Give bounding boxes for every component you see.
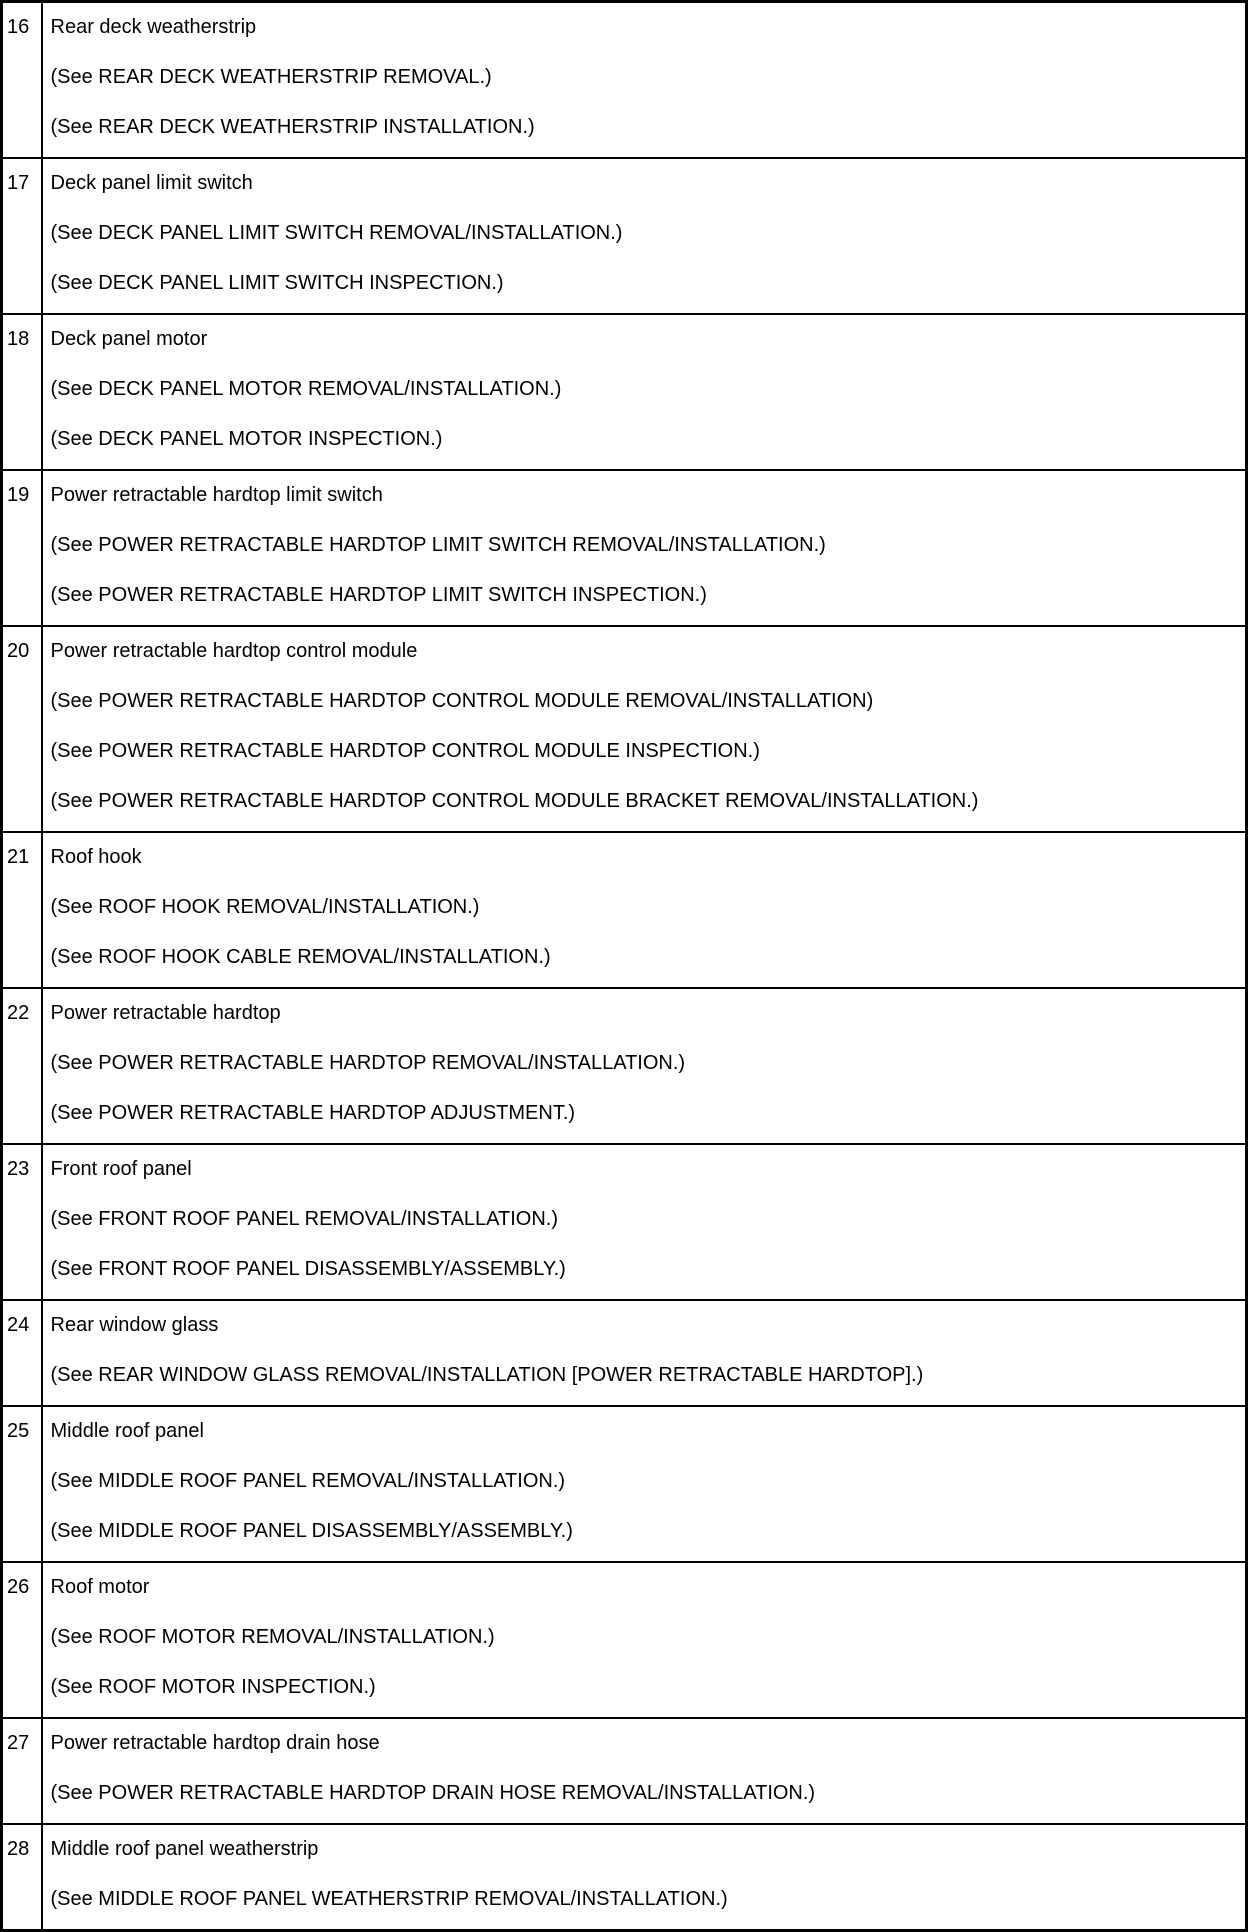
service-items-table-body (2, 2, 1247, 1931)
item-number: 20 (2, 626, 42, 832)
item-reference: (See REAR DECK WEATHERSTRIP REMOVAL.) (50, 66, 492, 88)
table-row (2, 1144, 1247, 1300)
item-title: Deck panel motor (50, 328, 208, 350)
table-row (2, 1300, 1247, 1406)
item-number: 22 (2, 988, 42, 1144)
item-reference: (See POWER RETRACTABLE HARDTOP CONTROL MODULE INSPECTION.) (50, 740, 760, 762)
table-row (2, 314, 1247, 470)
item-reference: (See DECK PANEL MOTOR INSPECTION.) (50, 428, 443, 450)
item-number: 17 (2, 158, 42, 314)
table-row (2, 470, 1247, 626)
table-row (2, 2, 1247, 159)
item-title: Power retractable hardtop limit switch (50, 484, 383, 506)
table-row (2, 988, 1247, 1144)
item-title: Power retractable hardtop control module (50, 640, 418, 662)
item-title: Middle roof panel (50, 1420, 204, 1442)
table-row (2, 158, 1247, 314)
item-number: 18 (2, 314, 42, 470)
table-row (2, 1406, 1247, 1562)
item-title: Middle roof panel weatherstrip (50, 1838, 319, 1860)
item-title: Front roof panel (50, 1158, 192, 1180)
item-reference: (See MIDDLE ROOF PANEL DISASSEMBLY/ASSEMBLY.) (50, 1520, 573, 1542)
item-reference: (See REAR WINDOW GLASS REMOVAL/INSTALLATION [POWER RETRACTABLE HARDTOP].) (50, 1364, 924, 1386)
item-title: Rear deck weatherstrip (50, 16, 257, 38)
item-reference: (See ROOF MOTOR REMOVAL/INSTALLATION.) (50, 1626, 495, 1648)
item-description-cell (42, 314, 1247, 470)
item-description-cell (42, 988, 1247, 1144)
item-description-cell (42, 626, 1247, 832)
item-reference: (See POWER RETRACTABLE HARDTOP LIMIT SWITCH INSPECTION.) (50, 584, 707, 606)
item-number: 16 (2, 2, 42, 159)
item-reference: (See DECK PANEL LIMIT SWITCH REMOVAL/INSTALLATION.) (50, 222, 623, 244)
item-number: 23 (2, 1144, 42, 1300)
item-number: 27 (2, 1718, 42, 1824)
item-reference: (See POWER RETRACTABLE HARDTOP REMOVAL/INSTALLATION.) (50, 1052, 686, 1074)
item-reference: (See POWER RETRACTABLE HARDTOP CONTROL MODULE REMOVAL/INSTALLATION) (50, 690, 874, 712)
table-row (2, 1824, 1247, 1931)
item-reference: (See MIDDLE ROOF PANEL WEATHERSTRIP REMOVAL/INSTALLATION.) (50, 1888, 728, 1910)
item-number: 19 (2, 470, 42, 626)
item-title: Rear window glass (50, 1314, 219, 1336)
item-description-cell (42, 1824, 1247, 1931)
item-description-cell (42, 1144, 1247, 1300)
table-row (2, 626, 1247, 832)
item-description-cell (42, 1300, 1247, 1406)
item-number: 21 (2, 832, 42, 988)
item-description-cell (42, 1406, 1247, 1562)
item-reference: (See POWER RETRACTABLE HARDTOP LIMIT SWITCH REMOVAL/INSTALLATION.) (50, 534, 826, 556)
item-reference: (See FRONT ROOF PANEL DISASSEMBLY/ASSEMBLY.) (50, 1258, 566, 1280)
item-description-cell (42, 832, 1247, 988)
item-reference: (See FRONT ROOF PANEL REMOVAL/INSTALLATION.) (50, 1208, 558, 1230)
item-title: Power retractable hardtop drain hose (50, 1732, 380, 1754)
item-reference: (See POWER RETRACTABLE HARDTOP ADJUSTMENT.) (50, 1102, 576, 1124)
item-number: 28 (2, 1824, 42, 1931)
item-reference: (See POWER RETRACTABLE HARDTOP DRAIN HOSE REMOVAL/INSTALLATION.) (50, 1782, 816, 1804)
item-reference: (See ROOF HOOK REMOVAL/INSTALLATION.) (50, 896, 480, 918)
item-description-cell (42, 2, 1247, 159)
table-row (2, 1562, 1247, 1718)
item-reference: (See ROOF MOTOR INSPECTION.) (50, 1676, 376, 1698)
item-description-cell (42, 470, 1247, 626)
item-reference: (See MIDDLE ROOF PANEL REMOVAL/INSTALLATION.) (50, 1470, 566, 1492)
item-number: 25 (2, 1406, 42, 1562)
item-reference: (See REAR DECK WEATHERSTRIP INSTALLATION.) (50, 116, 535, 138)
item-description-cell (42, 158, 1247, 314)
item-reference: (See POWER RETRACTABLE HARDTOP CONTROL MODULE BRACKET REMOVAL/INSTALLATION.) (50, 790, 979, 812)
table-row (2, 832, 1247, 988)
item-description-cell (42, 1562, 1247, 1718)
item-reference: (See DECK PANEL LIMIT SWITCH INSPECTION.) (50, 272, 504, 294)
item-title: Power retractable hardtop (50, 1002, 281, 1024)
item-title: Deck panel limit switch (50, 172, 253, 194)
item-number: 24 (2, 1300, 42, 1406)
table-row (2, 1718, 1247, 1824)
item-reference: (See ROOF HOOK CABLE REMOVAL/INSTALLATION.) (50, 946, 551, 968)
item-number: 26 (2, 1562, 42, 1718)
item-description-cell (42, 1718, 1247, 1824)
item-reference: (See DECK PANEL MOTOR REMOVAL/INSTALLATION.) (50, 378, 562, 400)
item-title: Roof hook (50, 846, 142, 868)
item-title: Roof motor (50, 1576, 150, 1598)
